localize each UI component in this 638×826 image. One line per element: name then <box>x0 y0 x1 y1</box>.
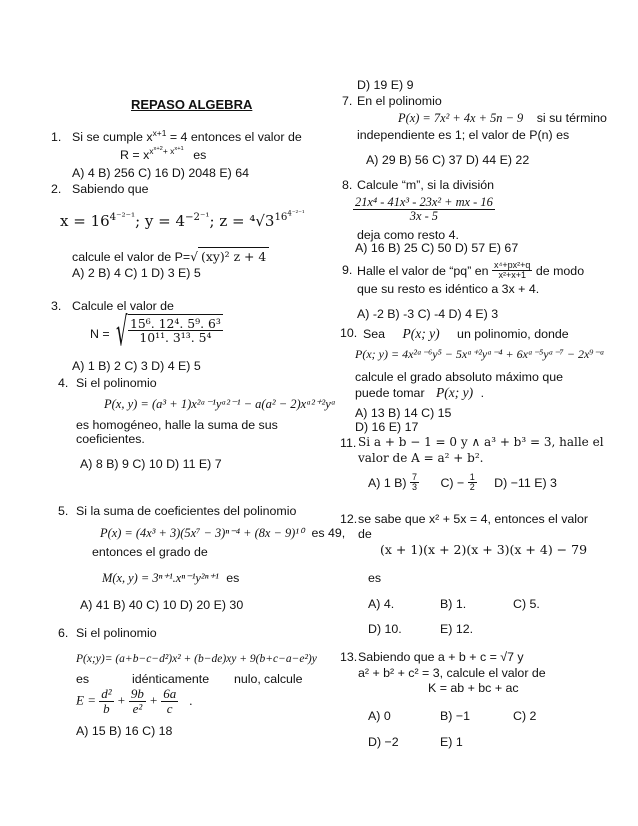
formula-z: ; z = ⁴√3 <box>209 212 275 230</box>
problem-11-answers <box>368 473 557 493</box>
answer-de: D) −11 E) 3 <box>494 475 557 490</box>
problem-8-number: 8. <box>342 178 353 192</box>
problem-5-number: 5. <box>58 504 69 518</box>
problem-6-identically: idénticamente <box>132 672 210 686</box>
problem-7-answers: A) 29 B) 56 C) 37 D) 44 E) 22 <box>366 153 530 167</box>
problem-9-fraction <box>492 261 532 281</box>
problem-11-line-1: Si a + b − 1 = 0 y ∧ a³ + b³ = 3, halle el <box>358 435 604 449</box>
problem-12-formula: (x + 1)(x + 2)(x + 3)(x + 4) − 79 <box>380 542 588 557</box>
problem-12-answer-a: A) 4. <box>368 597 395 611</box>
problem-7-polynomial: P(x) = 7x² + 4x + 5n − 9 <box>398 111 524 125</box>
problem-7-line-2: independiente es 1; el valor de P(n) es <box>357 128 570 142</box>
problem-6-calcule: calcule <box>264 672 303 686</box>
problem-4-line-2: coeficientes. <box>76 432 145 446</box>
problem-5-text: Si la suma de coeficientes del polinomio <box>76 504 297 518</box>
problem-7-number: 7. <box>342 94 353 108</box>
problem-5-line-2: entonces el grado de <box>92 545 208 559</box>
formula-r: R = x <box>120 148 150 162</box>
problem-10-formula: P(x; y) = 4x²ᵃ⁻⁶y⁵ − 5xᵃ⁺²yᵃ⁻⁴ + 6xᵃ⁻⁵yᵃ⁻⁷ − 2x⁹⁻ᵃ <box>355 347 605 361</box>
problem-13-answer-c: C) 2 <box>513 709 537 723</box>
problem-12-line-1: se sabe que x² + 5x = 4, entonces el valor <box>358 512 589 526</box>
formula-r-plus: + x <box>162 145 175 156</box>
problem-7-formula <box>398 111 607 125</box>
formula-r-exp-sup: x+2 <box>153 146 163 153</box>
problem-4-answers: A) 8 B) 9 C) 10 D) 11 E) 7 <box>80 457 222 471</box>
fraction-3-den: c <box>166 700 173 716</box>
problem-7-text: En el polinomio <box>357 94 442 108</box>
answer-ab: A) 1 B) <box>368 475 407 490</box>
problem-2-answers: A) 2 B) 4 C) 1 D) 3 E) 5 <box>72 266 201 280</box>
answer-c-num: 1 <box>469 472 475 482</box>
problem-12-line-2: de <box>358 527 372 541</box>
radical-content: (xy)² z + 4 <box>198 247 269 264</box>
problem-1-text: Si se cumple x <box>72 130 153 144</box>
document-title: REPASO ALGEBRA <box>131 97 253 112</box>
answer-c: C) − <box>440 475 465 490</box>
problem-10-pxy-2: P(x; y) <box>436 385 474 400</box>
problem-6-null: nulo, <box>234 672 261 686</box>
division-fraction <box>353 196 495 223</box>
problem-1-text-2: = 4 entonces el valor de <box>169 130 302 144</box>
answer-b-fraction <box>410 473 419 493</box>
problem-13-answer-b: B) −1 <box>440 709 470 723</box>
formula-r-es: es <box>193 148 207 162</box>
formula-y: ; y = 4 <box>135 212 186 230</box>
problem-13-line-1: Sabiendo que a + b + c = √7 y <box>358 650 524 664</box>
problem-8-line-2: deja como resto 4. <box>357 228 459 242</box>
problem-12-es: es <box>368 571 382 585</box>
problem-10-answers-2: D) 16 E) 17 <box>355 420 419 434</box>
problem-6-number: 6. <box>58 626 69 640</box>
problem-1-formula <box>120 145 207 162</box>
fraction-2 <box>129 687 146 715</box>
problem-10-text: Sea <box>363 327 386 341</box>
problem-11-line-2: valor de A = a² + b². <box>358 451 484 465</box>
problem-1-exponent: x+1 <box>152 127 167 138</box>
problem-13-number: 13. <box>340 650 358 664</box>
fraction-3 <box>161 687 178 715</box>
fraction-2-num: 9b <box>130 686 144 701</box>
problem-4-formula: P(x, y) = (a³ + 1)x²ᵃ⁻¹yᵃ²⁻¹ − a(a² − 2)xᵃ²⁺²yᵃ <box>104 397 336 411</box>
problem-9-statement <box>357 261 584 281</box>
problem-2-formula <box>60 209 305 230</box>
problem-3-text: Calcule el valor de <box>72 299 174 313</box>
problem-3-label: N = <box>90 327 110 341</box>
formula-z-exp2: 4⁻²⁻¹ <box>287 209 305 218</box>
radical-sign: √ <box>190 249 199 264</box>
calc-text: calcule el valor de P= <box>72 250 191 264</box>
problem-6-answers-continued: D) 19 E) 9 <box>357 78 414 92</box>
formula-r-exp: x <box>149 145 154 156</box>
formula-r-exp2: x+1 <box>174 146 184 153</box>
problem-1-number: 1. <box>51 130 62 144</box>
problem-9-number: 9. <box>342 263 353 277</box>
problem-5-polynomial: P(x) = (4x³ + 3)(5x⁷ − 3)ⁿ⁻⁴ + (8x − 9)¹⁰ <box>100 526 304 540</box>
problem-8-text: Calcule “m”, si la división <box>357 178 495 192</box>
plus-1: + <box>116 692 126 708</box>
problem-13-line-3: K = ab + bc + ac <box>428 681 519 695</box>
problem-12-answer-e: E) 12. <box>440 622 474 636</box>
problem-12-answer-c: C) 5. <box>513 597 540 611</box>
problem-10-line-1: calcule el grado absoluto máximo que <box>355 370 564 384</box>
problem-5-answers: A) 41 B) 40 C) 10 D) 20 E) 30 <box>80 598 244 612</box>
fraction-1-num: d² <box>101 686 112 701</box>
problem-10-period: . <box>480 386 485 400</box>
formula-y-exp: −2⁻¹ <box>185 212 210 223</box>
problem-8-division <box>353 196 495 223</box>
problem-13-line-2: a² + b² + c² = 3, calcule el valor de <box>358 666 546 680</box>
problem-10-line-2 <box>355 385 484 401</box>
problem-11-number: 11. <box>340 436 357 450</box>
fraction-2-den: e² <box>132 700 143 716</box>
big-radical-sign: √ <box>116 309 128 356</box>
formula-x-exp: 4⁻²⁻¹ <box>109 212 136 223</box>
plus-2: + <box>149 692 158 708</box>
problem-9-text-2: de modo <box>535 263 585 278</box>
problem-10-puede: puede tomar <box>355 386 425 400</box>
formula-x: x = 16 <box>60 212 110 230</box>
problem-1-statement <box>72 127 302 144</box>
problem-2-number: 2. <box>51 182 62 196</box>
problem-2-text: Sabiendo que <box>72 182 149 196</box>
problem-13-answer-d: D) −2 <box>368 735 399 749</box>
problem-12-answer-b: B) 1. <box>440 597 467 611</box>
problem-6-formula: P(x;y)= (a+b−c−d²)x² + (b−de)xy + 9(b+c−a−e²)y <box>76 653 317 665</box>
problem-9-line-2: que su resto es idéntico a 3x + 4. <box>357 282 540 296</box>
problem-5-formula-2 <box>102 571 239 585</box>
problem-3-number: 3. <box>51 299 62 313</box>
division-numerator: 21x⁴ - 41x³ - 23x² + mx - 16 <box>355 195 493 209</box>
problem-9-answers: A) -2 B) -3 C) -4 D) 4 E) 3 <box>357 307 499 321</box>
division-denominator: 3x - 5 <box>409 209 438 224</box>
problem-6-es: es <box>76 672 90 686</box>
problem-12-answer-d: D) 10. <box>368 622 402 636</box>
problem-9-fraction-den: x²+x+1 <box>498 270 526 281</box>
fraction-1-den: b <box>103 700 110 716</box>
problem-5-monomial: M(x, y) = 3ⁿ⁺¹.xⁿ⁻¹y²ⁿ⁺¹ <box>102 571 219 585</box>
fraction-denominator: 10¹¹. 3¹³. 5⁴ <box>139 330 212 346</box>
answer-b-num: 7 <box>412 472 418 482</box>
problem-2-calc <box>72 247 269 264</box>
fraction <box>128 317 223 344</box>
problem-10-number: 10. <box>340 326 358 340</box>
problem-4-number: 4. <box>58 376 69 390</box>
problem-6-expression <box>76 687 193 715</box>
problem-10-statement <box>363 326 569 342</box>
problem-10-answers-1: A) 13 B) 14 C) 15 <box>355 406 452 420</box>
problem-6-answers: A) 15 B) 16 C) 18 <box>76 724 173 738</box>
problem-4-line-1: es homogéneo, halle la suma de sus <box>76 418 278 432</box>
problem-3-fraction <box>128 314 223 344</box>
problem-13-answer-a: A) 0 <box>368 709 391 723</box>
problem-5-formula-tail: es 49, <box>311 526 346 540</box>
formula-z-exp: 16 <box>274 212 288 223</box>
problem-9-text: Halle el valor de “pq” en <box>357 263 489 278</box>
problem-9-fraction-num: x⁴+px²+q <box>494 260 531 270</box>
answer-c-fraction <box>468 473 477 493</box>
problem-1-answers: A) 4 B) 256 C) 16 D) 2048 E) 64 <box>72 166 249 180</box>
fraction-1 <box>99 687 113 715</box>
problem-10-pxy: P(x; y) <box>402 326 440 341</box>
answer-c-den: 2 <box>469 482 475 493</box>
problem-5-formula-2-tail: es <box>226 571 240 585</box>
problem-6-text: Si el polinomio <box>76 626 157 640</box>
problem-8-answers: A) 16 B) 25 C) 50 D) 57 E) 67 <box>355 241 519 255</box>
problem-5-formula <box>100 526 345 540</box>
fraction-3-num: 6a <box>163 686 177 701</box>
period: . <box>189 692 193 708</box>
problem-3-answers: A) 1 B) 2 C) 3 D) 4 E) 5 <box>72 359 201 373</box>
problem-4-text: Si el polinomio <box>76 376 157 390</box>
fraction-numerator: 15⁶. 12⁴. 5⁹. 6³ <box>130 316 221 331</box>
e-label: E = <box>76 692 96 708</box>
problem-13-answer-e: E) 1 <box>440 735 463 749</box>
problem-12-number: 12. <box>340 512 358 526</box>
problem-10-text-2: un polinomio, donde <box>457 327 569 341</box>
problem-7-formula-tail: si su término <box>536 111 607 125</box>
answer-b-den: 3 <box>412 482 418 493</box>
